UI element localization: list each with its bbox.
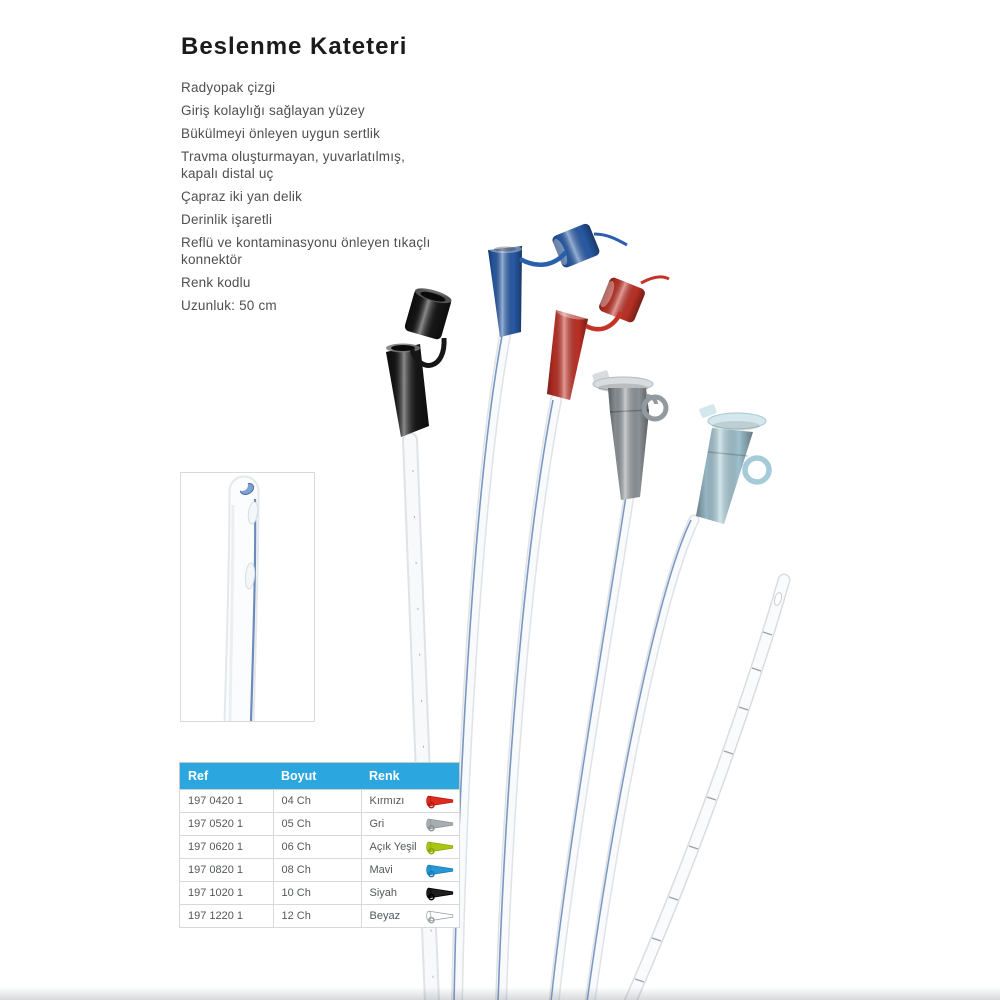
ref-value: 197 0820 1 bbox=[180, 859, 274, 882]
connector-color-icon bbox=[425, 816, 455, 832]
feature-list bbox=[181, 79, 445, 320]
renk-value: Gri bbox=[369, 818, 385, 830]
feature-item: Radyopak çizgi bbox=[181, 80, 276, 95]
table-row bbox=[180, 836, 460, 859]
boyut-value: 10 Ch bbox=[273, 882, 361, 905]
connector-color-icon bbox=[425, 862, 455, 878]
table-row bbox=[180, 859, 460, 882]
tip-detail-inset bbox=[180, 472, 315, 722]
feature-item: Derinlik işaretli bbox=[181, 212, 273, 227]
photo-floor-shadow bbox=[0, 987, 1000, 1000]
connector-color-icon bbox=[425, 885, 455, 901]
ref-value: 197 0620 1 bbox=[180, 836, 274, 859]
connector-color-icon bbox=[425, 839, 455, 855]
feature-item: Bükülmeyi önleyen uygun sertlik bbox=[181, 126, 381, 141]
col-header-ref: Ref bbox=[188, 769, 209, 783]
connector-color-icon bbox=[425, 793, 455, 809]
table-row bbox=[180, 882, 460, 905]
boyut-value: 06 Ch bbox=[273, 836, 361, 859]
boyut-value: 05 Ch bbox=[273, 813, 361, 836]
feature-item: Giriş kolaylığı sağlayan yüzey bbox=[181, 103, 365, 118]
catheter-blue bbox=[454, 222, 627, 1000]
ref-value: 197 1220 1 bbox=[180, 905, 274, 928]
ref-value: 197 0520 1 bbox=[180, 813, 274, 836]
red-cap bbox=[596, 275, 647, 323]
feature-item: Çapraz iki yan delik bbox=[181, 189, 303, 204]
reference-table bbox=[179, 762, 460, 928]
renk-value: Siyah bbox=[369, 887, 398, 899]
boyut-value: 04 Ch bbox=[273, 790, 361, 813]
feature-item: Travma oluşturmayan, yuvarlatılmış, kapalı distal uç bbox=[181, 149, 406, 181]
renk-value: Beyaz bbox=[369, 910, 401, 922]
tip-detail-drawing bbox=[181, 473, 314, 721]
teal-connector bbox=[696, 404, 766, 524]
col-header-renk: Renk bbox=[369, 769, 400, 783]
boyut-value: 12 Ch bbox=[273, 905, 361, 928]
page-title: Beslenme Kateteri bbox=[181, 33, 408, 60]
renk-value: Açık Yeşil bbox=[369, 841, 417, 853]
feature-item: Reflü ve kontaminasyonu önleyen tıkaçlı konnektör bbox=[181, 235, 431, 267]
table-row bbox=[180, 813, 460, 836]
ref-value: 197 1020 1 bbox=[180, 882, 274, 905]
col-header-boyut: Boyut bbox=[281, 769, 317, 783]
boyut-value: 08 Ch bbox=[273, 859, 361, 882]
renk-value: Kırmızı bbox=[369, 795, 405, 807]
renk-value: Mavi bbox=[369, 864, 393, 876]
feature-item: Uzunluk: 50 cm bbox=[181, 298, 277, 313]
feature-item: Renk kodlu bbox=[181, 275, 251, 290]
table-header-row bbox=[180, 763, 460, 790]
table-row bbox=[180, 790, 460, 813]
table-row bbox=[180, 905, 460, 928]
gray-connector bbox=[592, 370, 656, 500]
ref-value: 197 0420 1 bbox=[180, 790, 274, 813]
connector-color-icon bbox=[425, 908, 455, 924]
